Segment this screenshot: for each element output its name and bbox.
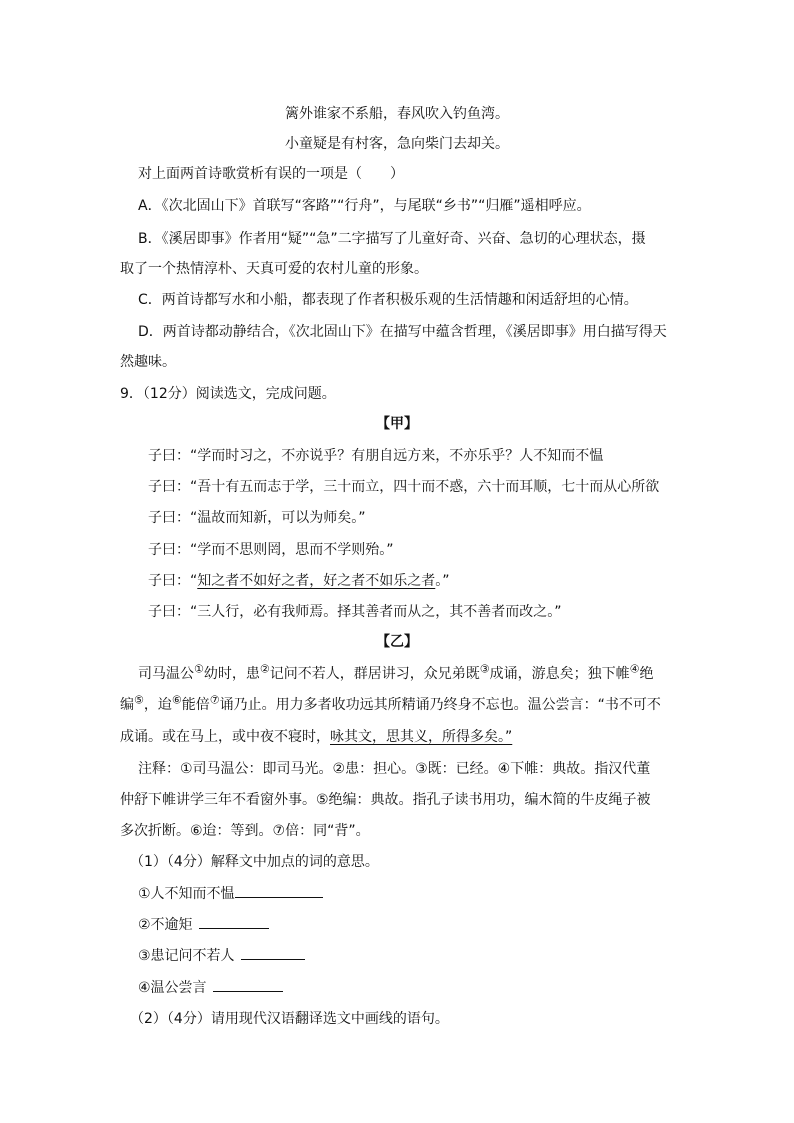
jia-line-2: 子曰：“吾十有五而志于学，三十而立，四十而不惑，六十而耳顺，七十而从心所欲: [148, 479, 660, 495]
yi-line-3: [120, 727, 512, 747]
answer-blank[interactable]: [235, 883, 323, 898]
option-b-line-1: B．《溪居即事》作者用“疑”“急”二字描写了儿童好奇、兴奋、急切的心理状态，摄: [138, 231, 646, 247]
yi-line-2: [120, 695, 661, 715]
jia-line-4: 子曰：“学而不思则罔，思而不学则殆。”: [148, 542, 394, 558]
jia-line-6: 子曰：“三人行，必有我师焉。择其善者而从之，其不善者而改之。”: [148, 604, 562, 620]
option-a: A．《次北固山下》首联写“客路”“行舟”，与尾联“乡书”“归雁”遥相呼应。: [138, 198, 591, 214]
notes-line-3: 多次折断。⑥迨：等到。⑦倍：同“背”。: [120, 823, 370, 839]
yi-text: 成诵。或在马上，或中夜不寝时，: [120, 729, 330, 745]
option-c: C．两首诗都写水和小船，都表现了作者积极乐观的生活情趣和闲适舒坦的心情。: [138, 292, 638, 308]
sub1-item-2: [138, 914, 269, 935]
yi-text: 幼时，患: [203, 666, 260, 682]
yi-text: ，迨: [143, 697, 172, 713]
yi-text: 编: [120, 697, 134, 713]
note-marker-2: ②: [259, 662, 270, 676]
yi-text: 成诵，游息矣；独下帷: [489, 666, 630, 682]
note-marker-5: ⑤: [134, 693, 144, 707]
sub1-item-3: [138, 945, 305, 966]
option-d-line-2: 然趣味。: [120, 354, 176, 370]
note-marker-6: ⑥: [171, 693, 182, 707]
underlined-sentence-jia: 知之者不如好之者，好之者不如乐之者: [197, 573, 436, 589]
answer-blank[interactable]: [199, 914, 269, 929]
jia-line-3: 子曰：“温故而知新，可以为师矣。”: [148, 510, 366, 526]
note-marker-3: ③: [479, 662, 490, 676]
item-label: ②不逾矩: [138, 917, 193, 933]
sub-question-2-stem: （2）（4分）请用现代汉语翻译选文中画线的语句。: [130, 1011, 449, 1027]
sub1-item-1: [138, 883, 323, 904]
sub1-item-4: [138, 977, 283, 998]
option-b-line-2: 取了一个热情淳朴、天真可爱的农村儿童的形象。: [120, 261, 428, 277]
yi-text: 记问不若人，群居讲习，众兄弟既: [269, 666, 480, 682]
yi-text: 绝: [639, 666, 654, 682]
underlined-sentence-yi: 咏其文，思其义，所得多矣。: [330, 729, 505, 745]
answer-blank[interactable]: [213, 977, 283, 992]
yi-text: 司马温公: [138, 666, 194, 682]
answer-blank[interactable]: [241, 945, 305, 960]
note-marker-7: ⑦: [209, 693, 220, 707]
yi-text: ”: [505, 729, 513, 745]
note-marker-4: ④: [629, 662, 640, 676]
question-8-stem: 对上面两首诗歌赏析有误的一项是（ ）: [138, 166, 404, 182]
yi-line-1: [138, 664, 654, 684]
question-9-header: 9．（12分）阅读选文，完成问题。: [120, 386, 336, 402]
jia-title: 【甲】: [376, 416, 418, 432]
poem-line-2: 小童疑是有村客，急向柴门去却关。: [285, 136, 509, 152]
yi-text: 诵乃止。用力多者收功远其所精诵乃终身不忘也。温公尝言：“书不可不: [219, 697, 661, 713]
jia-line-1: 子曰：“学而时习之，不亦说乎？有朋自远方来，不亦乐乎？人不知而不愠: [148, 448, 604, 464]
poem-line-1: 篱外谁家不系船，春风吹入钓鱼湾。: [285, 106, 509, 122]
jia-line-5-prefix: 子曰：“: [148, 573, 198, 589]
item-label: ①人不知而不愠: [138, 886, 235, 902]
yi-title: 【乙】: [376, 634, 418, 650]
notes-line-1: 注释：①司马温公：即司马光。②患：担心。③既：已经。④下帷：典故。指汉代董: [138, 761, 651, 777]
jia-line-5-suffix: 。”: [435, 573, 450, 589]
item-label: ④温公尝言: [138, 980, 207, 996]
jia-line-5: [148, 571, 450, 591]
sub-question-1-stem: （1）（4分）解释文中加点的词的意思。: [130, 854, 379, 870]
item-label: ③患记问不若人: [138, 948, 235, 964]
note-marker-1: ①: [194, 662, 204, 676]
option-d-line-1: D．两首诗都动静结合，《次北固山下》在描写中蕴含哲理，《溪居即事》用白描写得天: [138, 324, 667, 340]
notes-line-2: 仲舒下帷讲学三年不看窗外事。⑤绝编：典故。指孔子读书用功，编木简的牛皮绳子被: [120, 792, 651, 808]
yi-text: 能倍: [181, 697, 210, 713]
